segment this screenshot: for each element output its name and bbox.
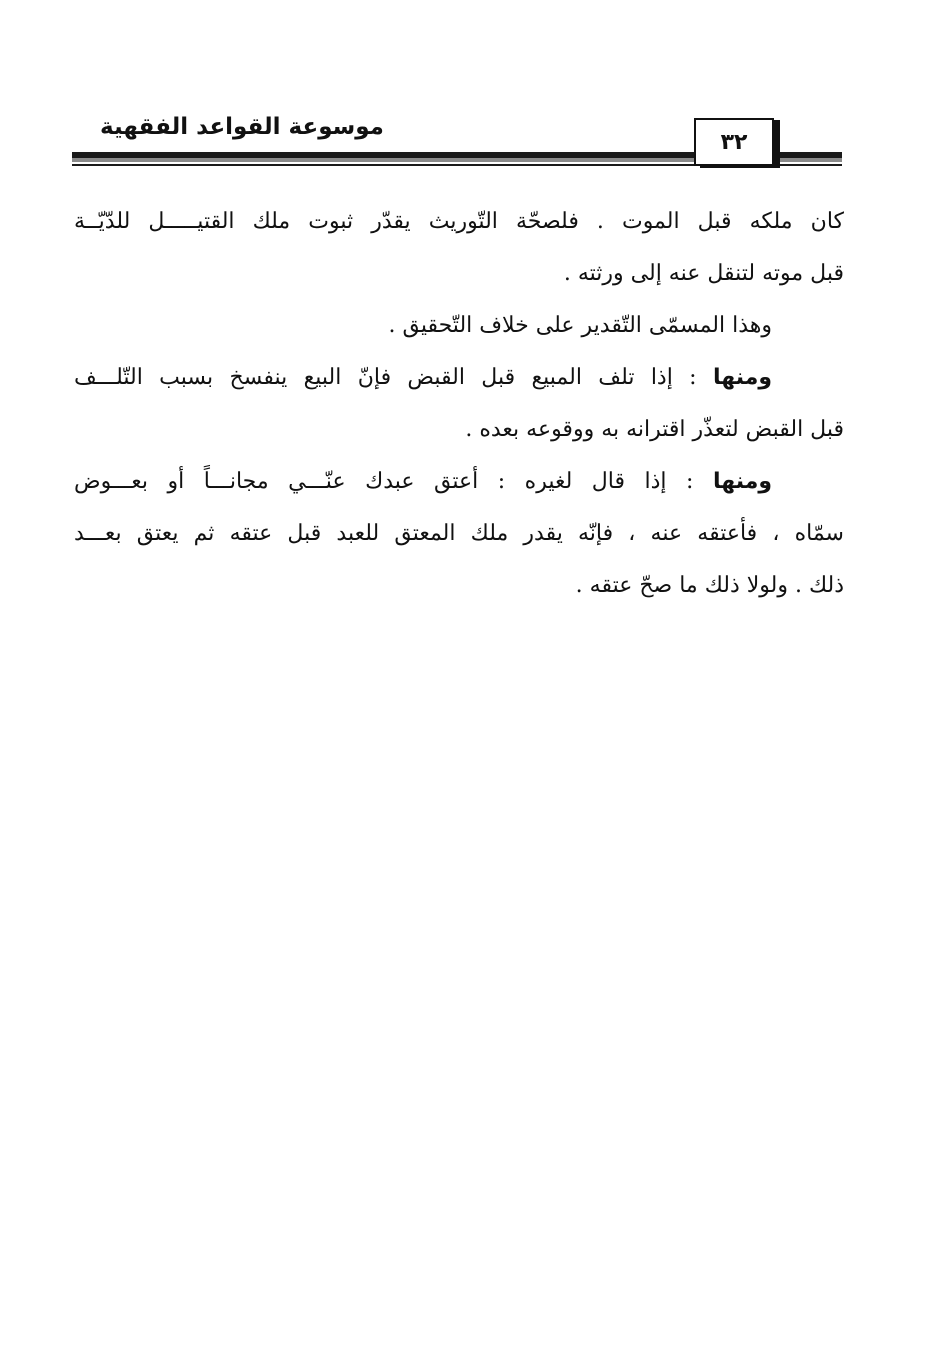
text-line: قبل القبض لتعذّر اقترانه به ووقوعه بعده . [465, 417, 844, 442]
paragraph-line [74, 352, 844, 404]
text-line: ذلك . ولولا ذلك ما صحّ عتقه . [575, 573, 844, 598]
paragraph-line [74, 456, 844, 508]
text-line: كان ملكه قبل الموت . فلصحّة التّوريث يقدّر ثبوت ملك القتيـــــل للدّيّــة [74, 209, 844, 234]
paragraph-text: : إذا قال لغيره : أعتق عبدك عنّـــي مجانـــاً أو بعـــوض [74, 469, 713, 494]
page-number: ٣٢ [720, 130, 748, 155]
paragraph-lead: ومنها [712, 365, 772, 390]
book-title: موسوعة القواعد الفقهية [100, 114, 384, 140]
page-number-box [694, 118, 774, 166]
page-header [72, 108, 842, 172]
body-text [74, 196, 844, 612]
paragraph-text: : إذا تلف المبيع قبل القبض فإنّ البيع ينفسخ بسبب التّلـــف [74, 365, 713, 390]
text-line: قبل موته لتنقل عنه إلى ورثته . [563, 261, 844, 286]
text-line: سمّاه ، فأعتقه عنه ، فإنّه يقدر ملك المعتق للعبد قبل عتقه ثم يعتق بعـــد [74, 521, 844, 546]
text-line: وهذا المسمّى التّقدير على خلاف التّحقيق . [388, 313, 772, 338]
paragraph-lead: ومنها [712, 469, 772, 494]
